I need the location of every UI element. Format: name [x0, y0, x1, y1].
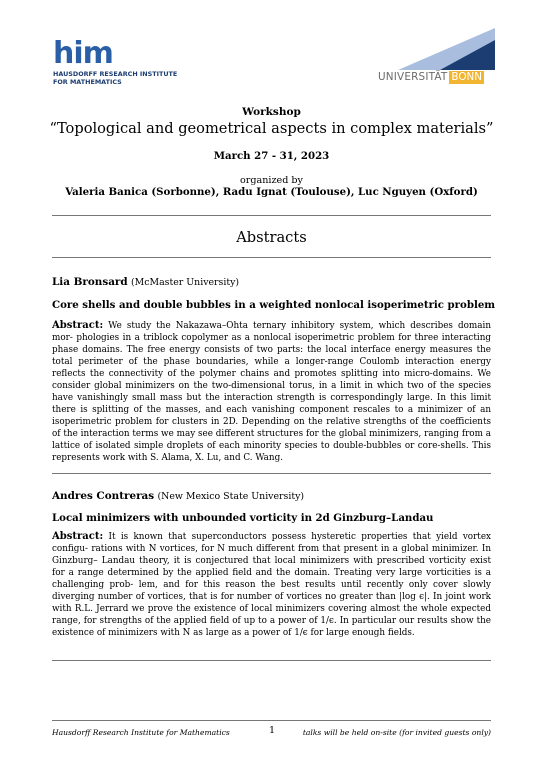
abstract-line: of the polymer chains and promotes splitting into micro-domains. We consider global minimizers on: [52, 369, 491, 391]
him-logo-word: him: [53, 36, 113, 71]
talk-1-abstract: [52, 320, 491, 464]
page-number: 1: [268, 725, 276, 736]
divider: [52, 660, 491, 661]
abstract-label: Abstract:: [52, 531, 104, 542]
abstract-line: vanishing component rescales to a minimizer of an isoperimetric problem for clusters in 2D. Depending: [52, 405, 491, 427]
bonn-logo-universitaet: UNIVERSITÄT: [378, 71, 448, 83]
organizers: Valeria Banica (Sorbonne), Radu Ignat (Toulouse), Luc Nguyen (Oxford): [65, 186, 478, 198]
abstract-line: double-bubbles or core-shells. This represents work with S. Alama, X. Lu, and C. Wang.: [52, 441, 491, 463]
talk-2-speaker: Andres Contreras: [52, 490, 155, 502]
abstract-line: as a power of 1/ϵ for large enough fields.: [231, 628, 415, 638]
abstract-line: rations with N vortices, for N much different from that present in a global minimizer. In Ginzburg–: [52, 544, 492, 566]
abstract-line: the two-dimensional torus, in a limit in which two of the species have vanishingly small mass but the: [52, 381, 492, 403]
footer-institute: Hausdorff Research Institute for Mathematics: [52, 728, 230, 737]
abstract-line: domains. The free energy consists of two parts: the local interface energy measures the total perimeter: [52, 345, 492, 367]
workshop-date: March 27 - 31, 2023: [213, 150, 330, 162]
divider: [52, 257, 491, 258]
abstract-line: It is known that superconductors possess hysteretic properties that yield vortex configu-: [52, 532, 491, 554]
abstract-line: phologies in a triblock copolymer as a nonlocal isoperimetric problem for three interacting phase: [52, 333, 492, 355]
talk-1-affiliation: (McMaster University): [130, 277, 240, 288]
talk-1-speaker-line: [52, 276, 239, 288]
abstract-line: existence of local minimizers covering almost the whole expected range, for strengths of the applied: [52, 604, 491, 626]
abstract-line: lem, and for this reason the best results until recently only cover slowly diverging number of vortices,: [52, 580, 492, 602]
workshop-title: “Topological and geometrical aspects in complex materials”: [49, 120, 494, 137]
bonn-logo-emblem: [378, 28, 495, 70]
divider: [52, 215, 491, 216]
him-logo-line-2: FOR MATHEMATICS: [53, 78, 122, 86]
talk-1-speaker: Lia Bronsard: [52, 276, 128, 288]
him-logo-line-1: HAUSDORFF RESEARCH INSTITUTE: [53, 70, 178, 78]
abstract-line: We study the Nakazawa–Ohta ternary inhibitory system, which describes domain mor-: [52, 321, 492, 343]
abstract-line: determined by the applied field and the domain. Treating very large vorticities is a challenging prob-: [52, 568, 491, 590]
talk-2-affiliation: (New Mexico State University): [157, 491, 305, 502]
him-logo: [53, 36, 223, 90]
abstract-line: of the phase boundaries, while a longer-range Coulomb interaction energy reflects the connectivity: [52, 357, 492, 379]
talk-2-title: Local minimizers with unbounded vorticity in 2d Ginzburg–Landau: [52, 512, 434, 524]
workshop-label: Workshop: [242, 106, 301, 118]
abstract-label: Abstract:: [52, 320, 104, 331]
abstract-line: on the relative strengths of the coefficients of the interaction terms we may see different structures for: [52, 417, 491, 439]
university-bonn-logo: [378, 28, 495, 84]
abstract-line: interaction strength is correspondingly large. In this limit there is splitting of the masses, and each: [52, 393, 491, 415]
organized-by-label: organized by: [240, 175, 303, 186]
abstract-line: Landau theory, it is conjectured that local minimizers with prescribed vorticity exist for a range: [52, 556, 492, 578]
bonn-logo-bonn: BONN: [451, 71, 483, 83]
talk-2-abstract: [52, 531, 491, 639]
abstract-line: field of up to a power of 1/ϵ. In particular our results show the existence of minimizers with N as large: [52, 616, 492, 638]
footer-rule: [52, 720, 491, 721]
abstract-line: that is for number of vortices no greater than |log ϵ|. In joint work with R.L. Jerrard we prove the: [52, 592, 491, 614]
divider: [52, 473, 491, 474]
abstract-line: the global minimizers, ranging from a lattice of isolated simple droplets of each minority species to: [52, 429, 492, 451]
talk-2-speaker-line: [52, 490, 304, 502]
abstracts-heading: Abstracts: [236, 229, 307, 246]
talk-1-title: Core shells and double bubbles in a weighted nonlocal isoperimetric problem: [52, 299, 496, 311]
footer-note: talks will be held on-site (for invited guests only): [302, 728, 491, 737]
